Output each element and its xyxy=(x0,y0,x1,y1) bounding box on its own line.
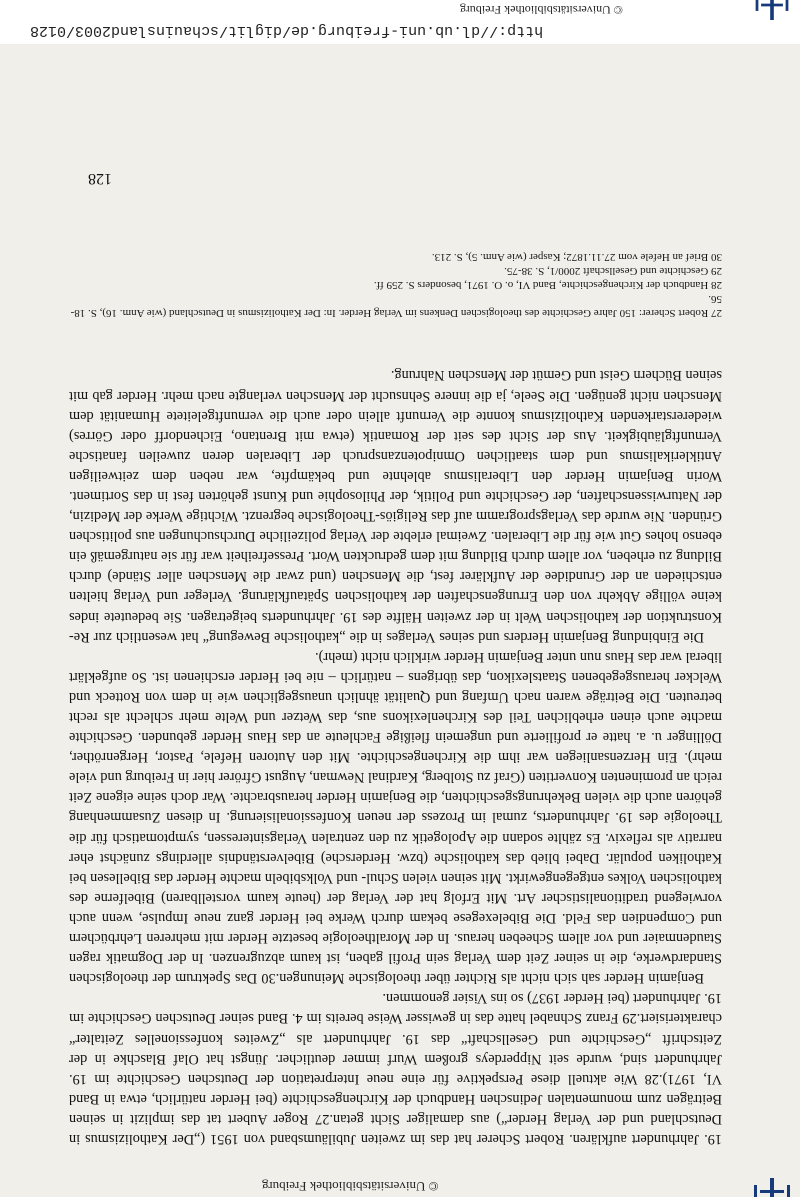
page-number: 128 xyxy=(88,170,112,187)
university-logo-footer-icon xyxy=(752,1178,792,1197)
paragraph-3: Die Einbindung Benjamin Herders und seines Verlages in die „katholische Bewegung“ hat wesentlich zur Re-Konstruktion der katholischen Welt in der zweiten Hälfte des 19. Jahrhunderts beigetragen. Sie bedeutete indes keine völlige Abkehr von den Errungenschaften der katholischen Spätaufklärung. Verleger und Verlag hielten entschieden an der Grundidee der Aufklärer fest, die Menschen (und zwar die Menschen aller Stände) durch Bildung zu erheben, vor allem durch Bildung mit dem gedruckten Wort. Pressefreiheit war für sie naturgemäß ein ebenso hohes Gut wie für die Liberalen. Zweimal erlebte der Verlag polizeiliche Durchsuchungen aus politischen Gründen. Nie wurde das Verlagsprogramm auf das Religiös-Theologische begrenzt. Wichtige Werke der Medizin, der Naturwissenschaften, der Geschichte und Politik, der Philosophie und Kunst gehörten fest in das Sortiment. Worin Benjamin Herder den Liberalismus ablehnte und bekämpfte, war neben dem zeitweiligen Antiklerikalismus und dem staatlichen Omnipotenzanspruch der Liberalen deren zuweilen fanatische Vernunftgläubigkeit. Aus der Sicht des seit der Romantik (etwa mit Brentano, Eichendorff oder Görres) wiedererstarkenden Katholizismus konnte die Vernunft allein oder auch die vernunftgeleitete Humanität dem Menschen nicht genügen. Die Seele, ja die innere Sehnsucht der Menschen verlangte nach mehr. Herder gab mit seinen Büchern Geist und Gemüt der Menschen Nahrung. xyxy=(69,367,722,645)
footnote-28: 28 Handbuch der Kirchengeschichte, Band VI, o. O. 1971, besonders S. 259 ff. xyxy=(373,279,722,291)
copyright-footer: © Universitätsbibliothek Freiburg xyxy=(262,1179,439,1194)
rotated-page-content xyxy=(0,60,800,1197)
copyright-header: © Universitätsbibliothek Freiburg xyxy=(460,3,623,17)
paragraph-1: 19. Jahrhundert aufklären. Robert Scherer hat das im zweiten Jubiläumsband von 1951 („Der Katholizismus in Deutschland und der Verlag Herder“) aus damaliger Sicht getan.27 Roger Aubert tat das implizit in seinen Beiträgen zum monumentalen Jedinschen Handbuch der Kirchengeschichte (bei Herder natürlich, etwa in Band VI, 1971).28 Wie aktuell diese Perspektive für eine neue Interpretation der Deutschen Geschichte im 19. Jahrhundert sind, wurde seit Nipperdeys großem Wurf immer deutlicher. Jüngst hat Olaf Blaschke in der Zeitschrift „Geschichte und Gesellschaft“ das 19. Jahrhundert als „Zweites konfessionelles Zeitalter“ charakterisiert.29 Franz Schnabel hatte das in gewisser Weise bereits im 4. Band seiner Deutschen Geschichte im 19. Jahrhundert (bei Herder 1937) so ins Visier genommen. xyxy=(69,990,722,1147)
footnote-30: 30 Brief an Hefele vom 27.11.1872; Kasper (wie Anm. 5), S. 213. xyxy=(431,251,722,263)
footnotes xyxy=(69,250,722,320)
footnote-29: 29 Geschichte und Gesellschaft 2000/1, S. 38-75. xyxy=(504,265,722,277)
paragraph-2: Benjamin Herder sah sich nicht als Richter über theologische Meinungen.30 Das Spektrum der theologischen Standardwerke, die in seiner Zeit dem Verlag sein Profil gaben, ist kaum abzugrenzen. In der Dogmatik ragen Staudenmaier und vor allem Scheeben heraus. In der Moraltheologie besetzte Herder mit mehreren Lehrbüchern und Compendien das Feld. Die Bibelexegese bekam durch Werke bei Herder ganz neue Impulse, wenn auch vorwiegend traditionalistischer Art. Mit Erfolg hat der Verlag der (heute kaum vorstellbaren) Bibelferne des katholischen Volkes entgegengewirkt. Mit seinen vielen Schul- und Volksbibeln machte Herder das Bibellesen bei Katholiken populär. Dabei blieb das katholische (bzw. Herdersche) Bibelverständnis allerdings zunächst eher narrativ als reflexiv. Es zählte sodann die Apologetik zu den zentralen Verlagsinteressen, symptomatisch für die Theologie des 19. Jahrhunderts, zumal im Prozess der neuen Konfessionalisierung. In diesen Zusammenhang gehören auch die vielen Bekehrungsgeschichten, die Benjamin Herder herausbrachte. War doch seine eigene Zeit reich an prominenten Konvertiten (Graf zu Stolberg, Kardinal Newman, August Gfrörer hier in Freiburg und viele mehr). Ein Herzensanliegen war ihm die Kirchengeschichte. Mit den Autoren Hefele, Pastor, Hergenröther, Döllinger u. a. hatte er profilierte und ungemein fleißige Fachleute an das Haus Herder gebunden. Geschichte machte auch einen erheblichen Teil des Kirchenlexikons aus, das Wetzer und Welte mehr schlecht als recht betreuten. Die Beiträge waren nach Umfang und Qualität ähnlich unausgeglichen wie in dem von Rotteck und Welcker herausgegebenen Staatslexikon, das übrigens – natürlich – nie bei Herder erschienen ist. So aufgeklärt liberal war das Haus nun unter Benjamin Herder wirklich nicht (mehr). xyxy=(69,648,722,987)
scanned-page xyxy=(0,60,800,1197)
university-logo-icon xyxy=(752,0,792,20)
footnote-27: 27 Robert Scherer: 150 Jahre Geschichte des theologischen Denkens im Verlag Herder. In: Der Katholizismus in Deutschland (wie Anm. 16), S. 18-56. xyxy=(70,293,722,319)
document-url[interactable]: http://dl.ub.uni-freiburg.de/diglit/schauinsland2003/0128 xyxy=(30,22,544,39)
viewer-header xyxy=(0,0,800,44)
body-text xyxy=(69,365,722,1149)
